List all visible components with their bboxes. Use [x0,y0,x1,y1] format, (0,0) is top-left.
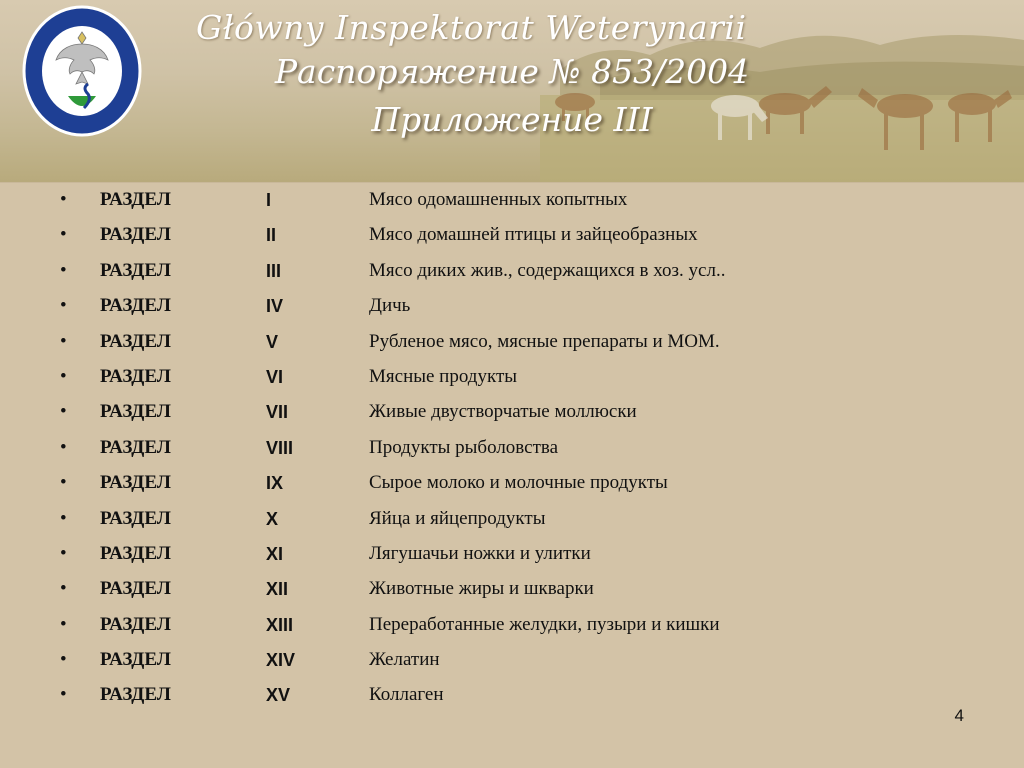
section-description: Животные жиры и шкварки [369,578,594,600]
section-label: РАЗДЕЛ [100,401,171,423]
section-label: РАЗДЕЛ [100,189,171,210]
section-description: Желатин [369,649,440,671]
section-number: XII [266,579,289,600]
section-number: XIII [266,614,294,635]
section-label: РАЗДЕЛ [100,472,171,494]
section-description: Продукты рыболовства [369,436,559,458]
bullet-icon: • [60,330,67,352]
bullet-icon: • [60,472,67,494]
bullet-icon: • [60,365,67,387]
section-label: РАЗДЕЛ [100,224,171,246]
section-label: РАЗДЕЛ [100,365,171,387]
slide-subtitle: Приложение III [371,100,653,139]
section-number: XI [266,543,284,564]
section-description: Яйца и яйцепродукты [369,507,546,529]
section-label: РАЗДЕЛ [100,684,171,706]
section-description: Мясные продукты [369,365,518,387]
list-item [0,572,1024,607]
section-number: IV [266,296,284,317]
section-description: Сырое молоко и молочные продукты [369,472,668,494]
list-item [0,325,1024,360]
list-item [0,431,1024,466]
bullet-icon: • [60,613,67,635]
section-description: Мясо одомашненных копытных [369,189,628,210]
section-list [0,183,1024,714]
list-item [0,537,1024,572]
page-number: 4 [954,706,964,725]
section-number: VI [266,366,284,387]
bullet-icon: • [60,189,67,210]
section-number: XIV [266,650,296,671]
list-item [0,502,1024,537]
bullet-icon: • [60,295,67,317]
section-description: Живые двустворчатые моллюски [369,401,637,423]
section-number: IX [266,473,284,494]
bullet-icon: • [60,649,67,671]
list-item [0,395,1024,430]
bullet-icon: • [60,542,67,564]
section-label: РАЗДЕЛ [100,259,171,281]
section-number: VII [266,402,289,423]
section-description: Лягушачьи ножки и улитки [369,542,591,564]
section-label: РАЗДЕЛ [100,436,171,458]
section-number: V [266,331,279,352]
list-item [0,360,1024,395]
list-item [0,608,1024,643]
section-number: XV [266,685,291,706]
section-description: Мясо домашней птицы и зайцеобразных [369,224,698,246]
section-number: I [266,190,272,210]
section-description: Коллаген [369,684,444,706]
section-number: VIII [266,437,294,458]
section-label: РАЗДЕЛ [100,507,171,529]
bullet-icon: • [60,401,67,423]
section-description: Дичь [369,295,411,317]
bullet-icon: • [60,436,67,458]
section-label: РАЗДЕЛ [100,649,171,671]
header-banner [0,0,1024,183]
slide-title: Распоряжение № 853/2004 [274,52,750,91]
section-number: III [266,260,282,281]
list-item [0,643,1024,678]
section-number: X [266,508,279,529]
section-description: Переработанные желудки, пузыри и кишки [369,613,720,635]
list-item [0,183,1024,218]
bullet-icon: • [60,684,67,706]
section-label: РАЗДЕЛ [100,330,171,352]
list-item [0,218,1024,253]
section-label: РАЗДЕЛ [100,542,171,564]
list-item [0,466,1024,501]
section-number: II [266,225,277,246]
section-label: РАЗДЕЛ [100,578,171,600]
list-item [0,254,1024,289]
bullet-icon: • [60,224,67,246]
bullet-icon: • [60,259,67,281]
section-description: Мясо диких жив., содержащихся в хоз. усл.. [369,259,726,281]
section-label: РАЗДЕЛ [100,613,171,635]
list-item [0,678,1024,713]
section-label: РАЗДЕЛ [100,295,171,317]
section-description: Рубленое мясо, мясные препараты и МОМ. [369,330,720,352]
bullet-icon: • [60,578,67,600]
list-item [0,289,1024,324]
banner-title: Główny Inspektorat Weterynarii [196,8,747,47]
bullet-icon: • [60,507,67,529]
